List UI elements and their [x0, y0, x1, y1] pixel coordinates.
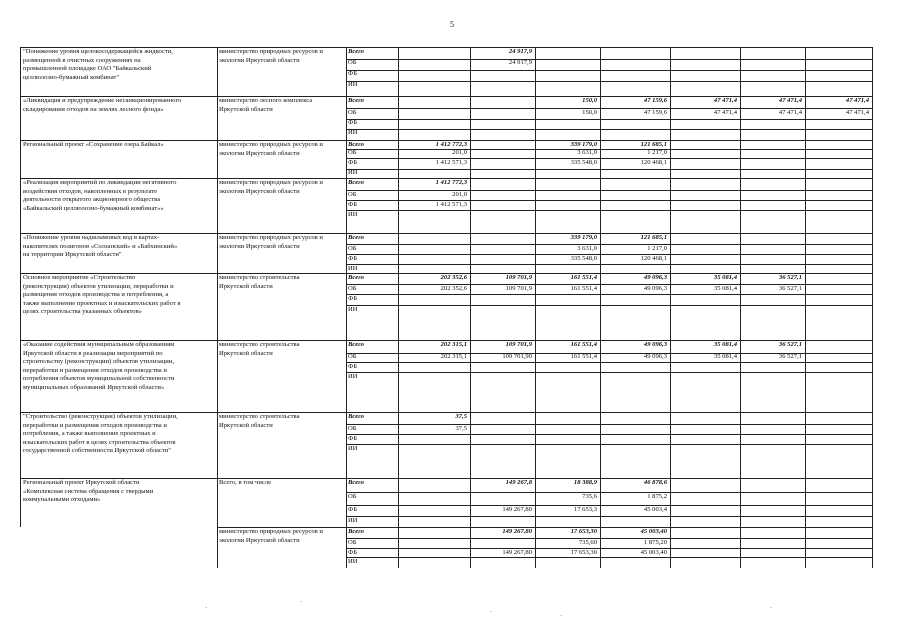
funding-source: ОБ: [348, 492, 357, 500]
funding-source: ИИ: [348, 444, 358, 452]
row-border: [346, 372, 872, 373]
executor-name: министерство строительства: [219, 274, 300, 281]
funding-source: ФБ: [348, 254, 357, 262]
column-border: [470, 412, 471, 478]
amount-cell: 47 471,4: [778, 96, 802, 104]
amount-cell: 17 653,3: [573, 505, 597, 513]
executor-name: министерство строительства: [219, 413, 300, 420]
amount-cell: 47 471,4: [713, 108, 737, 116]
column-border: [346, 478, 347, 527]
funding-source: ОБ: [348, 353, 357, 360]
column-border: [740, 178, 741, 233]
amount-cell: 149 267,8: [505, 478, 532, 486]
column-border: [346, 47, 347, 96]
column-border: [398, 478, 399, 527]
row-border: [346, 70, 872, 71]
amount-cell: 49 096,3: [643, 353, 667, 360]
funding-source: ОБ: [348, 149, 357, 156]
funding-source: ОБ: [348, 284, 357, 292]
amount-cell: 24 917,9: [508, 59, 532, 66]
amount-cell: 1 217,0: [647, 149, 667, 156]
funding-source: ФБ: [348, 70, 357, 77]
amount-cell: 1 412 571,3: [435, 158, 467, 166]
column-border: [535, 178, 536, 233]
amount-cell: 47 471,4: [713, 96, 737, 104]
column-border: [872, 273, 873, 340]
column-border: [470, 273, 471, 340]
measure-description: переработки и размещения отходов производства и: [23, 421, 167, 429]
amount-cell: 36 527,1: [778, 353, 802, 360]
column-border: [20, 47, 21, 96]
column-border: [805, 178, 806, 233]
amount-cell: 35 081,4: [713, 273, 737, 281]
column-border: [872, 178, 873, 233]
amount-cell: 1 875,20: [643, 538, 667, 546]
row-border: [346, 81, 872, 82]
measure-description: (реконструкция) объектов утилизации, переработки и: [23, 282, 174, 290]
column-border: [670, 478, 671, 527]
amount-cell: 24 917,9: [508, 47, 532, 55]
column-border: [740, 527, 741, 568]
funding-source: ФБ: [348, 434, 357, 442]
column-border: [217, 233, 218, 273]
row-border: [346, 169, 872, 170]
measure-description: воздействия отходов, накопленных в результате: [23, 187, 158, 195]
column-border: [346, 178, 347, 233]
amount-cell: 202 352,6: [440, 273, 467, 281]
amount-cell: 1 412 772,3: [435, 178, 467, 186]
column-border: [740, 340, 741, 412]
measure-description: целлюлозно-бумажный комбинат": [23, 73, 120, 81]
amount-cell: 339 179,0: [570, 233, 597, 241]
column-border: [872, 96, 873, 140]
column-border: [740, 140, 741, 178]
amount-cell: 202 315,1: [440, 353, 467, 360]
measure-description: размещения отходов производства и потребления, а: [23, 291, 169, 299]
funding-source: ОБ: [348, 59, 357, 66]
amount-cell: 49 096,3: [643, 284, 667, 292]
executor-name: министерство лесного комплекса: [219, 97, 313, 104]
measure-description: «Ликвидация и предупреждение несанкционированного: [23, 97, 182, 104]
column-border: [872, 412, 873, 478]
column-border: [872, 233, 873, 273]
amount-cell: 45 003,40: [640, 548, 667, 556]
executor-name: министерство природных ресурсов и: [219, 179, 323, 186]
funding-source: ИИ: [348, 264, 358, 272]
column-border: [600, 273, 601, 340]
measure-description: на территории Иркутской области": [23, 251, 122, 259]
amount-cell: 35 081,4: [713, 353, 737, 360]
row-border: [346, 305, 872, 306]
funding-source: ИИ: [348, 372, 358, 380]
column-border: [740, 273, 741, 340]
column-border: [805, 140, 806, 178]
amount-cell: 202 352,6: [440, 284, 467, 292]
amount-cell: 1 412 772,3: [435, 140, 467, 148]
funding-source: Всего: [348, 140, 364, 148]
funding-source: ФБ: [348, 158, 357, 166]
column-border: [670, 233, 671, 273]
column-border: [470, 340, 471, 412]
column-border: [217, 96, 218, 140]
column-border: [398, 340, 399, 412]
amount-cell: 735,60: [578, 538, 597, 546]
measure-description: изыскательских работ в целях строительства объектов: [23, 438, 176, 446]
amount-cell: 1 412 571,3: [435, 200, 467, 208]
executor-name: Иркутской области: [219, 105, 273, 113]
funding-source: Всего: [348, 412, 364, 420]
row-border: [346, 59, 872, 60]
executor-name: министерство природных ресурсов и: [219, 528, 323, 535]
column-border: [535, 340, 536, 412]
funding-source: Всего: [348, 478, 364, 486]
amount-cell: 161 551,4: [570, 273, 597, 281]
measure-description: "Строительство (реконструкция) объектов утилизации,: [23, 413, 178, 420]
funding-source: ФБ: [348, 200, 357, 208]
executor-name: экологии Иркутской области: [219, 536, 300, 544]
column-border: [20, 340, 21, 412]
funding-source: Всего: [348, 47, 364, 55]
funding-source: ОБ: [348, 538, 357, 546]
column-border: [670, 140, 671, 178]
column-border: [805, 412, 806, 478]
executor-name: экологии Иркутской области: [219, 187, 300, 195]
funding-source: ИИ: [348, 305, 358, 313]
amount-cell: 161 551,4: [570, 340, 597, 348]
column-border: [740, 412, 741, 478]
amount-cell: 17 653,30: [570, 527, 597, 535]
measure-description: коммунальными отходами»: [23, 496, 101, 504]
executor-name: министерство природных ресурсов и: [219, 48, 323, 55]
amount-cell: 202 315,1: [440, 340, 467, 348]
amount-cell: 109 701,9: [505, 273, 532, 281]
column-border: [535, 273, 536, 340]
funding-source: ФБ: [348, 362, 357, 370]
funding-source: Всего: [348, 96, 364, 104]
row-border: [346, 210, 872, 211]
column-border: [398, 412, 399, 478]
funding-source: ФБ: [348, 119, 357, 126]
column-border: [670, 178, 671, 233]
column-border: [217, 478, 218, 527]
funding-source: ФБ: [348, 548, 357, 556]
scan-speck: ·: [770, 604, 773, 612]
column-border: [346, 340, 347, 412]
scan-speck: ·: [560, 612, 563, 620]
scan-speck: ·: [205, 604, 208, 612]
column-border: [346, 233, 347, 273]
measure-description: «Реализация мероприятий по ликвидации негативного: [23, 179, 177, 186]
measure-description: муниципальных образований Иркутской области»: [23, 384, 165, 391]
measure-description: целях строительства указанных объектов»: [23, 308, 142, 316]
column-border: [872, 340, 873, 412]
amount-cell: 36 527,1: [778, 284, 802, 292]
column-border: [535, 47, 536, 96]
column-border: [670, 273, 671, 340]
column-border: [398, 273, 399, 340]
column-border: [470, 96, 471, 140]
amount-cell: 201,0: [452, 190, 467, 198]
column-border: [346, 273, 347, 340]
measure-description: складирования отходов на землях лесного фонда»: [23, 105, 164, 113]
funding-source: ИИ: [348, 516, 358, 524]
funding-source: ОБ: [348, 190, 357, 198]
executor-name: министерство строительства: [219, 341, 300, 348]
amount-cell: 735,6: [582, 492, 597, 500]
amount-cell: 201,0: [452, 149, 467, 156]
column-border: [740, 47, 741, 96]
column-border: [805, 273, 806, 340]
column-border: [670, 340, 671, 412]
measure-description: потребления, а также выполнение проектных и: [23, 430, 156, 438]
column-border: [872, 47, 873, 96]
amount-cell: 3 631,0: [577, 149, 597, 156]
amount-cell: 35 081,4: [713, 284, 737, 292]
column-border: [398, 527, 399, 568]
column-border: [217, 178, 218, 233]
column-border: [217, 527, 218, 568]
executor-name: Иркутской области: [219, 421, 273, 429]
column-border: [670, 412, 671, 478]
row-border: [20, 478, 872, 479]
column-border: [872, 478, 873, 527]
row-border: [346, 557, 872, 558]
amount-cell: 150,0: [582, 108, 597, 116]
amount-cell: 109 701,9: [505, 284, 532, 292]
amount-cell: 161 551,4: [570, 353, 597, 360]
executor-name: экологии Иркутской области: [219, 56, 300, 64]
row-border: [346, 294, 872, 295]
column-border: [740, 233, 741, 273]
column-border: [217, 340, 218, 412]
column-border: [398, 47, 399, 96]
column-border: [805, 527, 806, 568]
amount-cell: 335 548,0: [570, 254, 597, 262]
amount-cell: 339 179,0: [570, 140, 597, 148]
row-border: [346, 516, 872, 517]
executor-name: Иркутской области: [219, 349, 273, 357]
measure-description: также выполнение проектных и изыскательских работ в: [23, 299, 181, 307]
column-border: [20, 273, 21, 340]
page-number: 5: [450, 20, 454, 29]
amount-cell: 35 081,4: [713, 340, 737, 348]
column-border: [346, 140, 347, 178]
amount-cell: 18 388,9: [573, 478, 597, 486]
funding-source: ФБ: [348, 294, 357, 302]
scan-speck: ·: [300, 598, 303, 606]
amount-cell: 120 468,1: [640, 254, 667, 262]
funding-source: Всего: [348, 233, 364, 241]
measure-description: Иркутской области в реализации мероприятий по: [23, 349, 163, 357]
amount-cell: 46 878,6: [643, 478, 667, 486]
funding-source: ОБ: [348, 244, 357, 252]
amount-cell: 120 468,1: [640, 158, 667, 166]
amount-cell: 45 003,4: [643, 505, 667, 513]
measure-description: Региональный проект «Сохранение озера Байкал»: [23, 141, 164, 148]
funding-source: Всего: [348, 178, 364, 186]
column-border: [600, 412, 601, 478]
measure-description: размещенной в очистных сооружениях на: [23, 56, 141, 64]
amount-cell: 47 159,6: [643, 96, 667, 104]
column-border: [217, 47, 218, 96]
funding-source: ИИ: [348, 129, 358, 136]
column-border: [670, 527, 671, 568]
amount-cell: 109 701,9: [505, 340, 532, 348]
amount-cell: 1 217,0: [647, 244, 667, 252]
column-border: [20, 140, 21, 178]
amount-cell: 47 471,4: [845, 96, 869, 104]
column-border: [398, 96, 399, 140]
column-border: [535, 412, 536, 478]
measure-description: строительству (реконструкции) объектов утилизации,: [23, 358, 174, 366]
measure-description: деятельности открытого акционерного общества: [23, 196, 161, 204]
column-border: [872, 527, 873, 568]
executor-name: министерство природных ресурсов и: [219, 234, 323, 241]
measure-description: «Оказание содействия муниципальным образованиям: [23, 341, 175, 348]
executor-name: Всего, в том числе: [219, 479, 272, 486]
amount-cell: 161 551,4: [570, 284, 597, 292]
column-border: [217, 412, 218, 478]
amount-cell: 47 159,6: [643, 108, 667, 116]
funding-source: Всего: [348, 273, 364, 281]
column-border: [217, 273, 218, 340]
executor-name: экологии Иркутской области: [219, 149, 300, 157]
amount-cell: 335 548,0: [570, 158, 597, 166]
column-border: [600, 340, 601, 412]
row-border: [346, 434, 872, 435]
scan-speck: ·: [490, 608, 493, 616]
column-border: [805, 340, 806, 412]
amount-cell: 149 267,80: [502, 505, 532, 513]
row-border: [346, 264, 872, 265]
row-border: [346, 362, 872, 363]
column-border: [20, 412, 21, 478]
executor-name: экологии Иркутской области: [219, 242, 300, 250]
measure-description: «Понижение уровня надшламовых вод в картах-: [23, 234, 160, 241]
column-border: [740, 478, 741, 527]
funding-source: ФБ: [348, 505, 357, 513]
amount-cell: 49 096,3: [643, 273, 667, 281]
column-border: [872, 140, 873, 178]
amount-cell: 37,5: [455, 412, 467, 420]
measure-description: Основное мероприятие «Строительство: [23, 274, 136, 281]
measure-description: «Комплексная система обращения с твердыми: [23, 487, 154, 495]
measure-description: потребления объектов муниципальной собственности: [23, 375, 175, 383]
column-border: [217, 140, 218, 178]
funding-source: ИИ: [348, 557, 358, 565]
measure-description: государственной собственности Иркутской области": [23, 447, 171, 455]
amount-cell: 149 267,80: [502, 527, 532, 535]
column-border: [346, 412, 347, 478]
column-border: [600, 178, 601, 233]
amount-cell: 37,5: [455, 424, 467, 432]
column-border: [470, 233, 471, 273]
amount-cell: 47 471,4: [778, 108, 802, 116]
amount-cell: 3 631,0: [577, 244, 597, 252]
column-border: [470, 140, 471, 178]
amount-cell: 150,0: [582, 96, 597, 104]
funding-source: Всего: [348, 527, 364, 535]
column-border: [670, 47, 671, 96]
row-border: [346, 129, 872, 130]
funding-source: ОБ: [348, 424, 357, 432]
amount-cell: 36 527,1: [778, 340, 802, 348]
column-border: [805, 47, 806, 96]
column-border: [20, 233, 21, 273]
amount-cell: 49 096,3: [643, 340, 667, 348]
column-border: [398, 233, 399, 273]
column-border: [20, 96, 21, 140]
measure-description: накопителях полигонов «Солзанский» и «Бабхинский»: [23, 242, 178, 250]
amount-cell: 45 003,40: [640, 527, 667, 535]
column-border: [600, 47, 601, 96]
measure-description: переработки и размещения отходов производства и: [23, 366, 167, 374]
row-border: [346, 119, 872, 120]
amount-cell: 36 527,1: [778, 273, 802, 281]
funding-source: ИИ: [348, 169, 358, 176]
amount-cell: 1 875,2: [647, 492, 667, 500]
column-border: [470, 178, 471, 233]
executor-name: Иркутской области: [219, 282, 273, 290]
executor-name: министерство природных ресурсов и: [219, 141, 323, 148]
amount-cell: 121 685,1: [640, 140, 667, 148]
column-border: [805, 233, 806, 273]
measure-description: промышленной площадке ОАО "Байкальский: [23, 65, 152, 73]
amount-cell: 149 267,80: [502, 548, 532, 556]
amount-cell: 17 653,30: [570, 548, 597, 556]
measure-description: Региональный проект Иркутской области: [23, 479, 140, 486]
measure-description: "Понижение уровня щелокосодержащейся жидкости,: [23, 48, 173, 55]
column-border: [20, 178, 21, 233]
funding-source: ИИ: [348, 210, 358, 218]
funding-source: ИИ: [348, 81, 358, 88]
column-border: [346, 527, 347, 568]
funding-source: ОБ: [348, 108, 357, 116]
row-border: [346, 444, 872, 445]
column-border: [20, 478, 21, 527]
funding-source: Всего: [348, 340, 364, 348]
amount-cell: 121 685,1: [640, 233, 667, 241]
amount-cell: 109 701,90: [502, 353, 532, 360]
column-border: [805, 478, 806, 527]
amount-cell: 47 471,4: [845, 108, 869, 116]
column-border: [346, 96, 347, 140]
measure-description: «Байкальский целлюлозно-бумажный комбинат»»: [23, 204, 164, 212]
